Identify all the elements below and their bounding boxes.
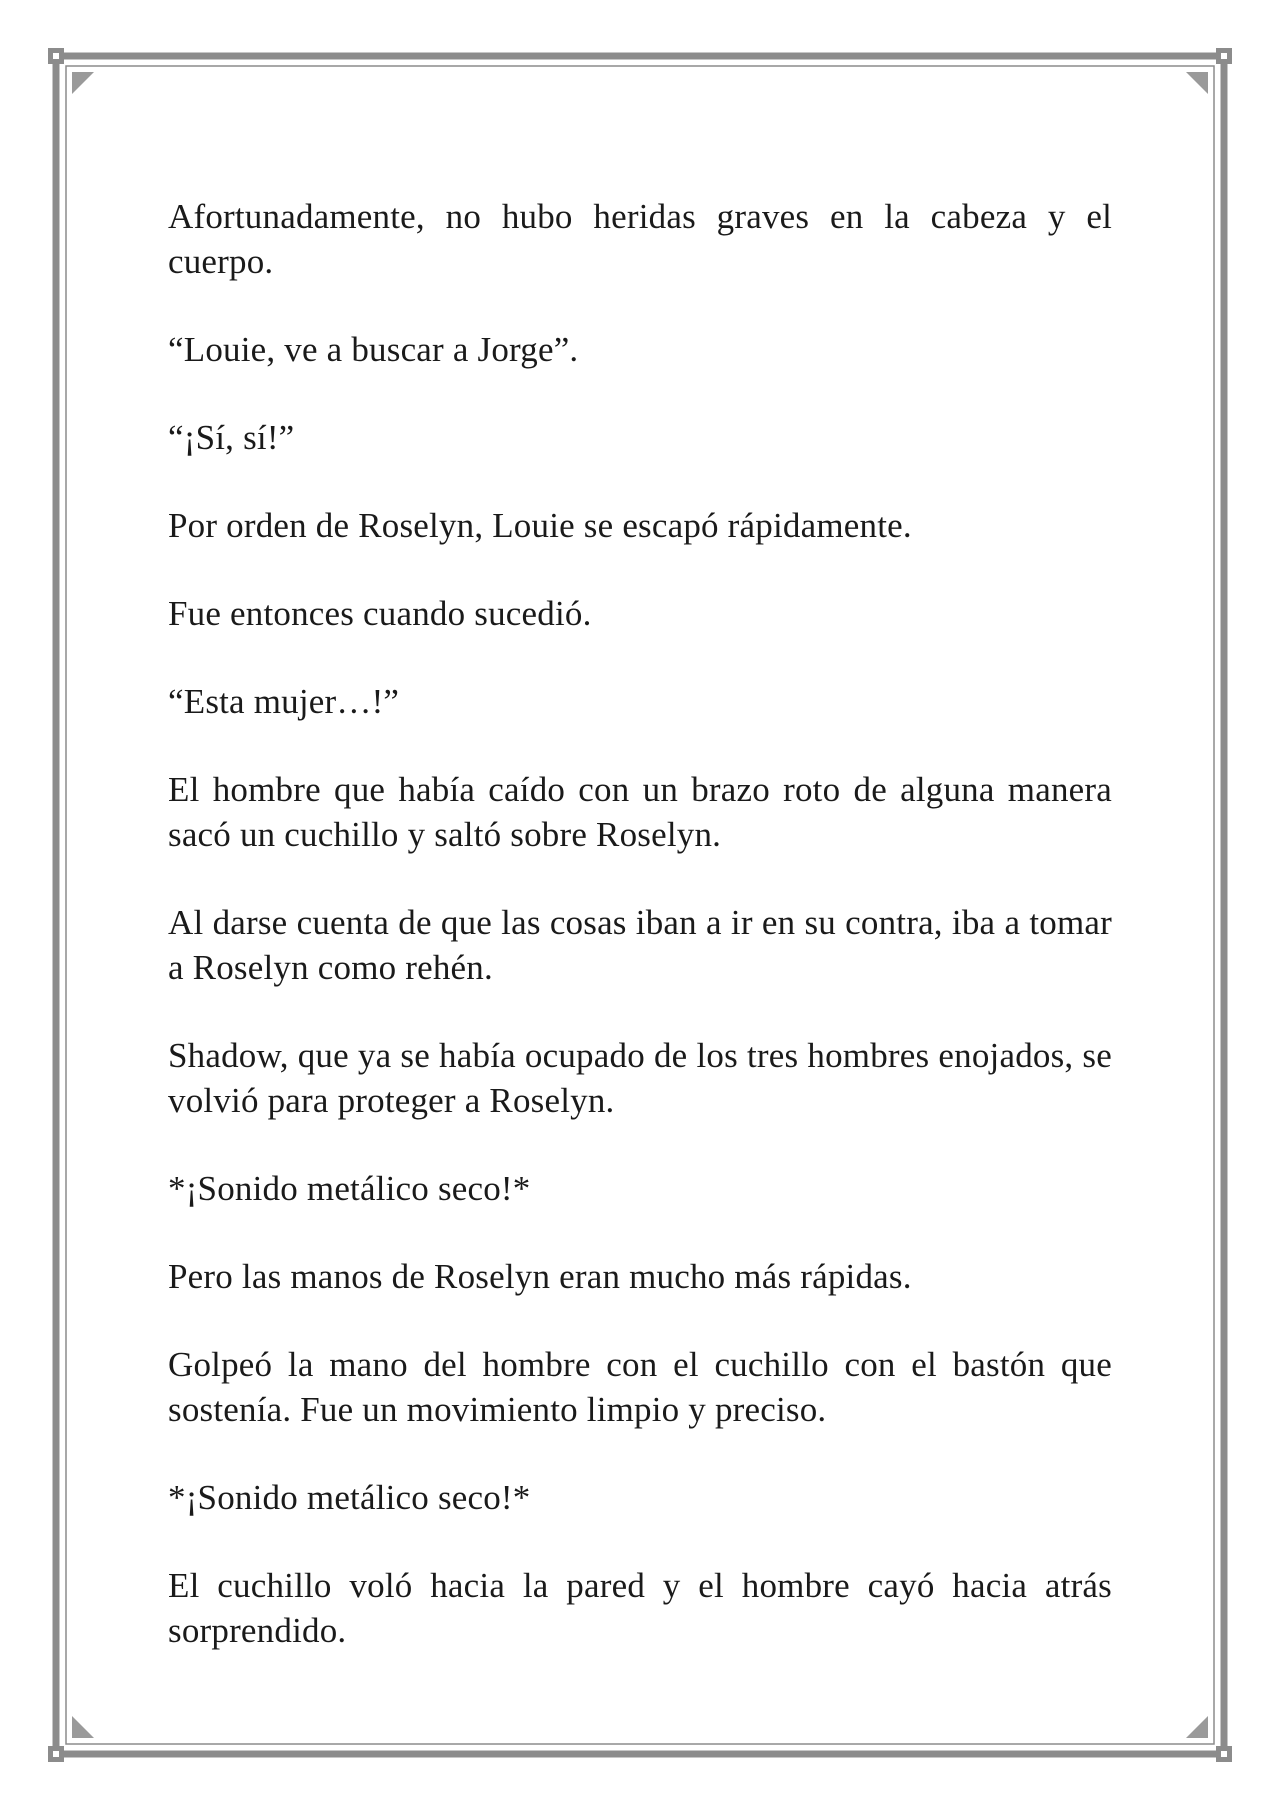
paragraph: *¡Sonido metálico seco!* xyxy=(168,1478,531,1517)
corner-triangle-bottom-right xyxy=(1186,1716,1208,1738)
paragraph: El cuchillo voló hacia la pared y el hombre cayó hacia atrás sorprendido. xyxy=(168,1566,1112,1650)
page-body-text xyxy=(168,194,1112,1653)
paragraph: “Louie, ve a buscar a Jorge”. xyxy=(168,330,579,369)
paragraph: “Esta mujer…!” xyxy=(168,682,400,721)
paragraph: Afortunadamente, no hubo heridas graves en la cabeza y el cuerpo. xyxy=(168,197,1112,281)
paragraph: Por orden de Roselyn, Louie se escapó rápidamente. xyxy=(168,506,912,545)
paragraph: El hombre que había caído con un brazo roto de alguna manera sacó un cuchillo y saltó sobre Roselyn. xyxy=(168,770,1112,854)
paragraph: Al darse cuenta de que las cosas iban a ir en su contra, iba a tomar a Roselyn como rehén. xyxy=(168,903,1112,987)
paragraph: Fue entonces cuando sucedió. xyxy=(168,594,592,633)
paragraph: “¡Sí, sí!” xyxy=(168,418,295,457)
paragraph: Pero las manos de Roselyn eran mucho más rápidas. xyxy=(168,1257,912,1296)
paragraph: *¡Sonido metálico seco!* xyxy=(168,1169,531,1208)
corner-triangle-top-left xyxy=(72,72,94,94)
corner-triangle-bottom-left xyxy=(72,1716,94,1738)
paragraph: Golpeó la mano del hombre con el cuchillo con el bastón que sostenía. Fue un movimiento limpio y preciso. xyxy=(168,1345,1112,1429)
paragraph: Shadow, que ya se había ocupado de los tres hombres enojados, se volvió para proteger a Roselyn. xyxy=(168,1036,1112,1120)
corner-triangle-top-right xyxy=(1186,72,1208,94)
